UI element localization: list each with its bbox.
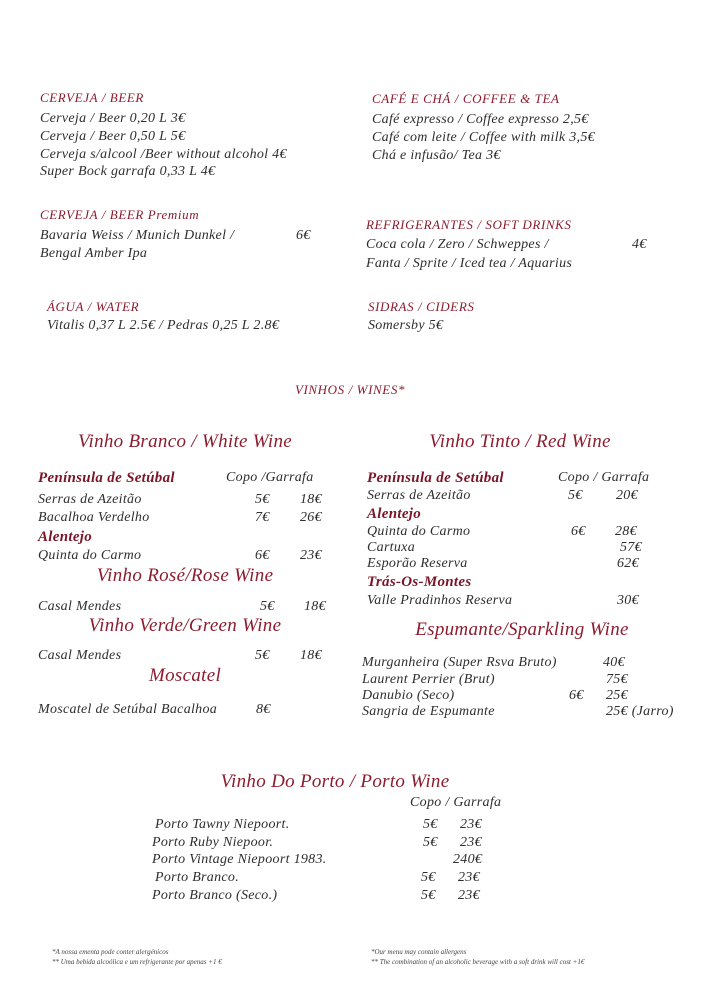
wine-name: Casal Mendes (38, 599, 122, 614)
column-labels: Copo / Garrafa (410, 795, 502, 810)
glass-price: 5€ (421, 888, 436, 903)
ciders-heading: SIDRAS / CIDERS (368, 299, 475, 314)
bottle-price: 25€ (Jarro) (606, 704, 674, 719)
wine-name: Casal Mendes (38, 648, 122, 663)
bottle-price: 240€ (453, 852, 483, 867)
wine-name: Porto Ruby Niepoor. (152, 835, 274, 850)
bottle-price: 40€ (603, 655, 625, 670)
soft-drinks-heading: REFRIGERANTES / SOFT DRINKS (366, 217, 572, 232)
porto-wine-heading: Vinho Do Porto / Porto Wine (220, 771, 450, 792)
coffee-item: Café expresso / Coffee expresso 2,5€ (372, 112, 589, 127)
water-item: Vitalis 0,37 L 2.5€ / Pedras 0,25 L 2.8€ (47, 318, 280, 333)
column-labels: Copo /Garrafa (226, 470, 314, 485)
bottle-price: 20€ (616, 488, 638, 503)
bottle-price: 18€ (300, 492, 322, 507)
region-heading: Trás-Os-Montes (367, 574, 472, 590)
footnote-en: ** The combination of an alcoholic beverage with a soft drink will cost +1€ (371, 958, 585, 966)
region-heading: Península de Setúbal (367, 470, 504, 486)
wine-name: Cartuxa (367, 540, 415, 555)
bottle-price: 23€ (458, 870, 480, 885)
wine-name: Quinta do Carmo (367, 524, 471, 539)
ciders-item: Somersby 5€ (368, 318, 444, 333)
wine-name: Murganheira (Super Rsva Bruto) (362, 655, 557, 670)
wine-name: Porto Branco. (155, 870, 240, 885)
red-wine-heading: Vinho Tinto / Red Wine (429, 431, 611, 452)
glass-price: 6€ (571, 524, 586, 539)
bottle-price: 25€ (606, 688, 628, 703)
glass-price: 7€ (255, 510, 270, 525)
glass-price: 5€ (260, 599, 275, 614)
glass-price: 5€ (421, 870, 436, 885)
region-heading: Península de Setúbal (38, 470, 175, 486)
bottle-price: 23€ (460, 817, 482, 832)
beer-premium-item: Bavaria Weiss / Munich Dunkel / (40, 228, 235, 243)
wine-name: Esporão Reserva (367, 556, 468, 571)
beer-item: Cerveja s/alcool /Beer without alcohol 4€ (40, 147, 287, 162)
moscatel-heading: Moscatel (148, 665, 222, 686)
coffee-item: Chá e infusão/ Tea 3€ (372, 148, 501, 163)
bottle-price: 18€ (300, 648, 322, 663)
glass-price: 5€ (423, 835, 438, 850)
rose-wine-heading: Vinho Rosé/Rose Wine (96, 565, 274, 586)
wine-name: Valle Pradinhos Reserva (367, 593, 513, 608)
water-heading: ÁGUA / WATER (47, 299, 140, 314)
wine-name: Serras de Azeitão (38, 492, 142, 507)
bottle-price: 23€ (300, 548, 322, 563)
footnote-pt: *A nossa ementa pode conter alergénicos (52, 948, 169, 956)
wine-name: Porto Branco (Seco.) (152, 888, 278, 903)
coffee-item: Café com leite / Coffee with milk 3,5€ (372, 130, 595, 145)
coffee-heading: CAFÉ E CHÁ / COFFEE & TEA (372, 91, 560, 106)
beer-premium-heading: CERVEJA / BEER Premium (40, 207, 200, 222)
beer-item: Super Bock garrafa 0,33 L 4€ (40, 164, 216, 179)
beer-premium-item: Bengal Amber Ipa (40, 246, 148, 261)
sparkling-wine-heading: Espumante/Sparkling Wine (415, 619, 629, 640)
wine-name: Danubio (Seco) (362, 688, 455, 703)
glass-price: 6€ (255, 548, 270, 563)
wine-name: Quinta do Carmo (38, 548, 142, 563)
region-heading: Alentejo (367, 506, 422, 522)
bottle-price: 23€ (460, 835, 482, 850)
bottle-price: 18€ (304, 599, 326, 614)
region-heading: Alentejo (38, 529, 93, 545)
soft-drinks-item: Fanta / Sprite / Iced tea / Aquarius (366, 256, 573, 271)
wine-name: Moscatel de Setúbal Bacalhoa (38, 702, 218, 717)
bottle-price: 26€ (300, 510, 322, 525)
glass-price: 6€ (569, 688, 584, 703)
footnote-en: *Our menu may contain allergens (371, 948, 467, 956)
wine-name: Porto Tawny Niepoort. (155, 817, 290, 832)
footnote-pt: ** Uma bebida alcoólica e um refrigerante por apenas +1 € (52, 958, 222, 966)
green-wine-heading: Vinho Verde/Green Wine (88, 615, 282, 636)
beer-premium-price: 6€ (296, 228, 311, 243)
wine-name: Sangria de Espumante (362, 704, 495, 719)
bottle-price: 75€ (606, 672, 628, 687)
beer-heading: CERVEJA / BEER (40, 90, 144, 105)
soft-drinks-item: Coca cola / Zero / Schweppes / (366, 237, 549, 252)
wine-name: Laurent Perrier (Brut) (362, 672, 495, 687)
bottle-price: 30€ (617, 593, 639, 608)
price: 8€ (256, 702, 271, 717)
wines-title: VINHOS / WINES* (294, 382, 406, 397)
column-labels: Copo / Garrafa (558, 470, 650, 485)
glass-price: 5€ (423, 817, 438, 832)
beer-item: Cerveja / Beer 0,50 L 5€ (40, 129, 186, 144)
glass-price: 5€ (255, 648, 270, 663)
wine-name: Serras de Azeitão (367, 488, 471, 503)
bottle-price: 28€ (615, 524, 637, 539)
bottle-price: 23€ (458, 888, 480, 903)
bottle-price: 57€ (620, 540, 642, 555)
wine-name: Porto Vintage Niepoort 1983. (152, 852, 327, 867)
bottle-price: 62€ (617, 556, 639, 571)
white-wine-heading: Vinho Branco / White Wine (78, 431, 292, 452)
soft-drinks-price: 4€ (632, 237, 647, 252)
glass-price: 5€ (255, 492, 270, 507)
beer-item: Cerveja / Beer 0,20 L 3€ (40, 111, 186, 126)
wine-name: Bacalhoa Verdelho (38, 510, 150, 525)
glass-price: 5€ (568, 488, 583, 503)
